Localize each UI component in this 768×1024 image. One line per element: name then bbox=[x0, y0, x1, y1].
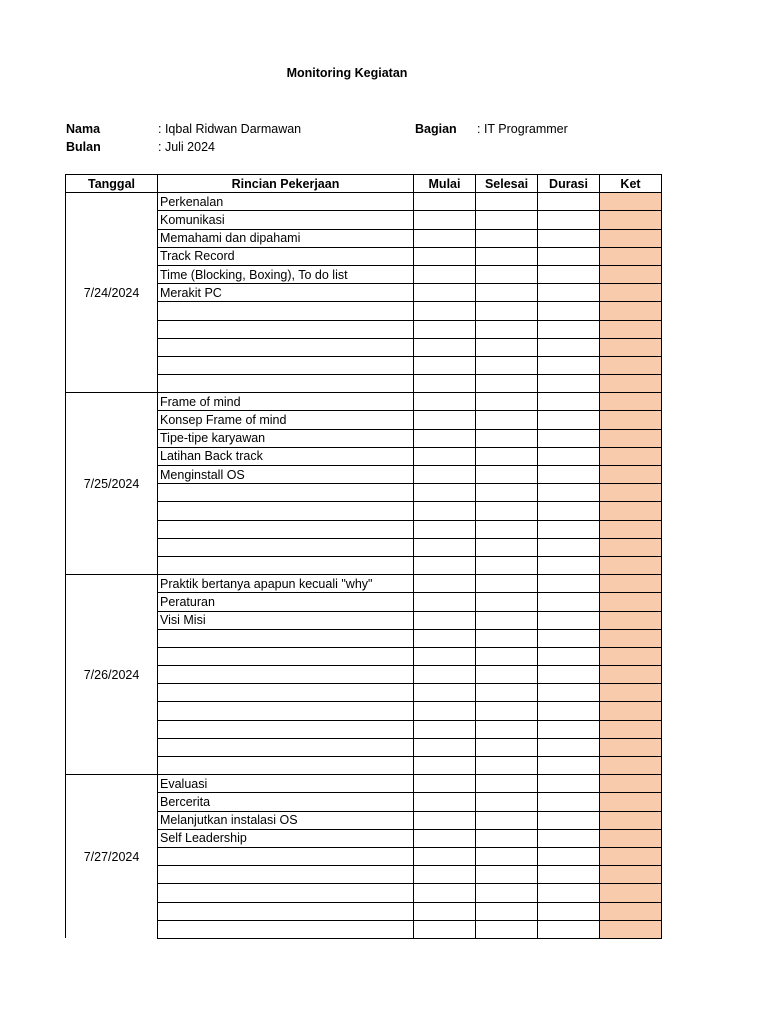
ket-cell[interactable] bbox=[600, 466, 662, 484]
task-cell[interactable]: Latihan Back track bbox=[158, 447, 414, 465]
task-cell[interactable] bbox=[158, 738, 414, 756]
durasi-cell[interactable] bbox=[538, 611, 600, 629]
ket-cell[interactable] bbox=[600, 302, 662, 320]
durasi-cell[interactable] bbox=[538, 229, 600, 247]
mulai-cell[interactable] bbox=[414, 447, 476, 465]
durasi-cell[interactable] bbox=[538, 647, 600, 665]
mulai-cell[interactable] bbox=[414, 738, 476, 756]
selesai-cell[interactable] bbox=[476, 447, 538, 465]
durasi-cell[interactable] bbox=[538, 265, 600, 283]
task-cell[interactable]: Time (Blocking, Boxing), To do list bbox=[158, 265, 414, 283]
mulai-cell[interactable] bbox=[414, 556, 476, 574]
nama-value: : Iqbal Ridwan Darmawan bbox=[158, 122, 302, 136]
mulai-cell[interactable] bbox=[414, 702, 476, 720]
durasi-cell[interactable] bbox=[538, 338, 600, 356]
selesai-cell[interactable] bbox=[476, 866, 538, 884]
selesai-cell[interactable] bbox=[476, 884, 538, 902]
ket-cell[interactable] bbox=[600, 684, 662, 702]
selesai-cell[interactable] bbox=[476, 502, 538, 520]
selesai-cell[interactable] bbox=[476, 338, 538, 356]
task-cell[interactable] bbox=[158, 684, 414, 702]
task-cell[interactable]: Evaluasi bbox=[158, 775, 414, 793]
mulai-cell[interactable] bbox=[414, 920, 476, 938]
selesai-cell[interactable] bbox=[476, 247, 538, 265]
selesai-cell[interactable] bbox=[476, 811, 538, 829]
column-header-rincian: Rincian Pekerjaan bbox=[158, 175, 414, 193]
mulai-cell[interactable] bbox=[414, 575, 476, 593]
task-cell[interactable] bbox=[158, 866, 414, 884]
ket-cell[interactable] bbox=[600, 338, 662, 356]
durasi-cell[interactable] bbox=[538, 811, 600, 829]
durasi-cell[interactable] bbox=[538, 211, 600, 229]
ket-cell[interactable] bbox=[600, 229, 662, 247]
durasi-cell[interactable] bbox=[538, 520, 600, 538]
mulai-cell[interactable] bbox=[414, 666, 476, 684]
mulai-cell[interactable] bbox=[414, 866, 476, 884]
selesai-cell[interactable] bbox=[476, 538, 538, 556]
task-cell[interactable] bbox=[158, 647, 414, 665]
mulai-cell[interactable] bbox=[414, 284, 476, 302]
selesai-cell[interactable] bbox=[476, 720, 538, 738]
durasi-cell[interactable] bbox=[538, 284, 600, 302]
durasi-cell[interactable] bbox=[538, 847, 600, 865]
durasi-cell[interactable] bbox=[538, 484, 600, 502]
task-cell[interactable] bbox=[158, 757, 414, 775]
ket-cell[interactable] bbox=[600, 738, 662, 756]
ket-cell[interactable] bbox=[600, 265, 662, 283]
table-header-row bbox=[66, 175, 662, 193]
mulai-cell[interactable] bbox=[414, 247, 476, 265]
task-cell[interactable] bbox=[158, 356, 414, 374]
ket-cell[interactable] bbox=[600, 411, 662, 429]
task-cell[interactable] bbox=[158, 920, 414, 938]
mulai-cell[interactable] bbox=[414, 302, 476, 320]
ket-cell[interactable] bbox=[600, 538, 662, 556]
mulai-cell[interactable] bbox=[414, 884, 476, 902]
selesai-cell[interactable] bbox=[476, 738, 538, 756]
task-cell[interactable] bbox=[158, 666, 414, 684]
task-cell[interactable]: Peraturan bbox=[158, 593, 414, 611]
durasi-cell[interactable] bbox=[538, 793, 600, 811]
task-cell[interactable] bbox=[158, 520, 414, 538]
mulai-cell[interactable] bbox=[414, 229, 476, 247]
mulai-cell[interactable] bbox=[414, 338, 476, 356]
durasi-cell[interactable] bbox=[538, 920, 600, 938]
date-cell[interactable]: 7/25/2024 bbox=[66, 393, 158, 575]
mulai-cell[interactable] bbox=[414, 429, 476, 447]
mulai-cell[interactable] bbox=[414, 793, 476, 811]
task-cell[interactable]: Merakit PC bbox=[158, 284, 414, 302]
durasi-cell[interactable] bbox=[538, 629, 600, 647]
task-cell[interactable]: Konsep Frame of mind bbox=[158, 411, 414, 429]
ket-cell[interactable] bbox=[600, 320, 662, 338]
bulan-value: : Juli 2024 bbox=[158, 140, 215, 154]
task-cell[interactable] bbox=[158, 538, 414, 556]
task-cell[interactable] bbox=[158, 484, 414, 502]
task-cell[interactable]: Praktik bertanya apapun kecuali "why" bbox=[158, 575, 414, 593]
mulai-cell[interactable] bbox=[414, 356, 476, 374]
task-cell[interactable] bbox=[158, 720, 414, 738]
selesai-cell[interactable] bbox=[476, 484, 538, 502]
column-header-ket: Ket bbox=[600, 175, 662, 193]
task-cell[interactable] bbox=[158, 302, 414, 320]
selesai-cell[interactable] bbox=[476, 757, 538, 775]
table-row bbox=[66, 575, 662, 593]
nama-label: Nama bbox=[66, 122, 101, 136]
durasi-cell[interactable] bbox=[538, 466, 600, 484]
durasi-cell[interactable] bbox=[538, 884, 600, 902]
durasi-cell[interactable] bbox=[538, 302, 600, 320]
ket-cell[interactable] bbox=[600, 920, 662, 938]
mulai-cell[interactable] bbox=[414, 720, 476, 738]
mulai-cell[interactable] bbox=[414, 757, 476, 775]
selesai-cell[interactable] bbox=[476, 411, 538, 429]
task-cell[interactable] bbox=[158, 556, 414, 574]
selesai-cell[interactable] bbox=[476, 375, 538, 393]
table-row bbox=[66, 393, 662, 411]
mulai-cell[interactable] bbox=[414, 847, 476, 865]
ket-cell[interactable] bbox=[600, 629, 662, 647]
selesai-cell[interactable] bbox=[476, 265, 538, 283]
ket-cell[interactable] bbox=[600, 884, 662, 902]
column-header-tanggal: Tanggal bbox=[66, 175, 158, 193]
durasi-cell[interactable] bbox=[538, 575, 600, 593]
task-cell[interactable]: Menginstall OS bbox=[158, 466, 414, 484]
ket-cell[interactable] bbox=[600, 575, 662, 593]
ket-cell[interactable] bbox=[600, 666, 662, 684]
selesai-cell[interactable] bbox=[476, 611, 538, 629]
ket-cell[interactable] bbox=[600, 757, 662, 775]
activity-table bbox=[65, 174, 662, 939]
durasi-cell[interactable] bbox=[538, 593, 600, 611]
ket-cell[interactable] bbox=[600, 775, 662, 793]
task-cell[interactable] bbox=[158, 338, 414, 356]
durasi-cell[interactable] bbox=[538, 738, 600, 756]
selesai-cell[interactable] bbox=[476, 320, 538, 338]
mulai-cell[interactable] bbox=[414, 320, 476, 338]
mulai-cell[interactable] bbox=[414, 393, 476, 411]
ket-cell[interactable] bbox=[600, 484, 662, 502]
durasi-cell[interactable] bbox=[538, 393, 600, 411]
mulai-cell[interactable] bbox=[414, 538, 476, 556]
date-cell[interactable]: 7/24/2024 bbox=[66, 193, 158, 393]
durasi-cell[interactable] bbox=[538, 247, 600, 265]
selesai-cell[interactable] bbox=[476, 302, 538, 320]
column-header-durasi: Durasi bbox=[538, 175, 600, 193]
selesai-cell[interactable] bbox=[476, 520, 538, 538]
mulai-cell[interactable] bbox=[414, 593, 476, 611]
task-cell[interactable] bbox=[158, 320, 414, 338]
durasi-cell[interactable] bbox=[538, 775, 600, 793]
selesai-cell[interactable] bbox=[476, 593, 538, 611]
task-cell[interactable]: Tipe-tipe karyawan bbox=[158, 429, 414, 447]
task-cell[interactable] bbox=[158, 902, 414, 920]
ket-cell[interactable] bbox=[600, 793, 662, 811]
selesai-cell[interactable] bbox=[476, 829, 538, 847]
durasi-cell[interactable] bbox=[538, 356, 600, 374]
table-row bbox=[66, 775, 662, 793]
mulai-cell[interactable] bbox=[414, 684, 476, 702]
ket-cell[interactable] bbox=[600, 829, 662, 847]
ket-cell[interactable] bbox=[600, 647, 662, 665]
task-cell[interactable]: Track Record bbox=[158, 247, 414, 265]
task-cell[interactable]: Komunikasi bbox=[158, 211, 414, 229]
bulan-label: Bulan bbox=[66, 140, 101, 154]
ket-cell[interactable] bbox=[600, 902, 662, 920]
task-cell[interactable]: Frame of mind bbox=[158, 393, 414, 411]
date-cell[interactable]: 7/26/2024 bbox=[66, 575, 158, 775]
task-cell[interactable] bbox=[158, 884, 414, 902]
ket-cell[interactable] bbox=[600, 702, 662, 720]
selesai-cell[interactable] bbox=[476, 793, 538, 811]
selesai-cell[interactable] bbox=[476, 902, 538, 920]
bagian-label: Bagian bbox=[415, 122, 457, 136]
mulai-cell[interactable] bbox=[414, 193, 476, 211]
selesai-cell[interactable] bbox=[476, 429, 538, 447]
durasi-cell[interactable] bbox=[538, 757, 600, 775]
ket-cell[interactable] bbox=[600, 375, 662, 393]
task-cell[interactable] bbox=[158, 502, 414, 520]
mulai-cell[interactable] bbox=[414, 811, 476, 829]
durasi-cell[interactable] bbox=[538, 720, 600, 738]
durasi-cell[interactable] bbox=[538, 666, 600, 684]
mulai-cell[interactable] bbox=[414, 611, 476, 629]
ket-cell[interactable] bbox=[600, 429, 662, 447]
selesai-cell[interactable] bbox=[476, 211, 538, 229]
task-cell[interactable]: Perkenalan bbox=[158, 193, 414, 211]
selesai-cell[interactable] bbox=[476, 647, 538, 665]
durasi-cell[interactable] bbox=[538, 702, 600, 720]
selesai-cell[interactable] bbox=[476, 556, 538, 574]
selesai-cell[interactable] bbox=[476, 356, 538, 374]
selesai-cell[interactable] bbox=[476, 393, 538, 411]
durasi-cell[interactable] bbox=[538, 375, 600, 393]
selesai-cell[interactable] bbox=[476, 284, 538, 302]
mulai-cell[interactable] bbox=[414, 520, 476, 538]
selesai-cell[interactable] bbox=[476, 666, 538, 684]
mulai-cell[interactable] bbox=[414, 211, 476, 229]
ket-cell[interactable] bbox=[600, 520, 662, 538]
selesai-cell[interactable] bbox=[476, 920, 538, 938]
mulai-cell[interactable] bbox=[414, 375, 476, 393]
ket-cell[interactable] bbox=[600, 866, 662, 884]
durasi-cell[interactable] bbox=[538, 502, 600, 520]
durasi-cell[interactable] bbox=[538, 556, 600, 574]
durasi-cell[interactable] bbox=[538, 902, 600, 920]
mulai-cell[interactable] bbox=[414, 466, 476, 484]
mulai-cell[interactable] bbox=[414, 502, 476, 520]
task-cell[interactable] bbox=[158, 629, 414, 647]
task-cell[interactable] bbox=[158, 375, 414, 393]
durasi-cell[interactable] bbox=[538, 411, 600, 429]
task-cell[interactable]: Bercerita bbox=[158, 793, 414, 811]
page-title: Monitoring Kegiatan bbox=[286, 66, 408, 80]
task-cell[interactable] bbox=[158, 702, 414, 720]
mulai-cell[interactable] bbox=[414, 629, 476, 647]
selesai-cell[interactable] bbox=[476, 847, 538, 865]
ket-cell[interactable] bbox=[600, 247, 662, 265]
mulai-cell[interactable] bbox=[414, 775, 476, 793]
durasi-cell[interactable] bbox=[538, 320, 600, 338]
ket-cell[interactable] bbox=[600, 193, 662, 211]
ket-cell[interactable] bbox=[600, 847, 662, 865]
ket-cell[interactable] bbox=[600, 720, 662, 738]
table-body bbox=[66, 193, 662, 939]
selesai-cell[interactable] bbox=[476, 229, 538, 247]
ket-cell[interactable] bbox=[600, 393, 662, 411]
ket-cell[interactable] bbox=[600, 211, 662, 229]
task-cell[interactable]: Self Leadership bbox=[158, 829, 414, 847]
ket-cell[interactable] bbox=[600, 811, 662, 829]
ket-cell[interactable] bbox=[600, 611, 662, 629]
durasi-cell[interactable] bbox=[538, 684, 600, 702]
ket-cell[interactable] bbox=[600, 593, 662, 611]
selesai-cell[interactable] bbox=[476, 775, 538, 793]
mulai-cell[interactable] bbox=[414, 411, 476, 429]
durasi-cell[interactable] bbox=[538, 429, 600, 447]
selesai-cell[interactable] bbox=[476, 466, 538, 484]
selesai-cell[interactable] bbox=[476, 193, 538, 211]
ket-cell[interactable] bbox=[600, 556, 662, 574]
selesai-cell[interactable] bbox=[476, 629, 538, 647]
mulai-cell[interactable] bbox=[414, 265, 476, 283]
durasi-cell[interactable] bbox=[538, 538, 600, 556]
durasi-cell[interactable] bbox=[538, 447, 600, 465]
task-cell[interactable]: Melanjutkan instalasi OS bbox=[158, 811, 414, 829]
durasi-cell[interactable] bbox=[538, 193, 600, 211]
mulai-cell[interactable] bbox=[414, 484, 476, 502]
bagian-value: : IT Programmer bbox=[477, 122, 568, 136]
column-header-mulai: Mulai bbox=[414, 175, 476, 193]
selesai-cell[interactable] bbox=[476, 575, 538, 593]
ket-cell[interactable] bbox=[600, 356, 662, 374]
mulai-cell[interactable] bbox=[414, 829, 476, 847]
mulai-cell[interactable] bbox=[414, 647, 476, 665]
date-cell[interactable]: 7/27/2024 bbox=[66, 775, 158, 939]
column-header-selesai: Selesai bbox=[476, 175, 538, 193]
task-cell[interactable] bbox=[158, 847, 414, 865]
durasi-cell[interactable] bbox=[538, 866, 600, 884]
ket-cell[interactable] bbox=[600, 502, 662, 520]
mulai-cell[interactable] bbox=[414, 902, 476, 920]
table-row bbox=[66, 193, 662, 211]
selesai-cell[interactable] bbox=[476, 684, 538, 702]
durasi-cell[interactable] bbox=[538, 829, 600, 847]
task-cell[interactable]: Memahami dan dipahami bbox=[158, 229, 414, 247]
ket-cell[interactable] bbox=[600, 447, 662, 465]
selesai-cell[interactable] bbox=[476, 702, 538, 720]
task-cell[interactable]: Visi Misi bbox=[158, 611, 414, 629]
ket-cell[interactable] bbox=[600, 284, 662, 302]
